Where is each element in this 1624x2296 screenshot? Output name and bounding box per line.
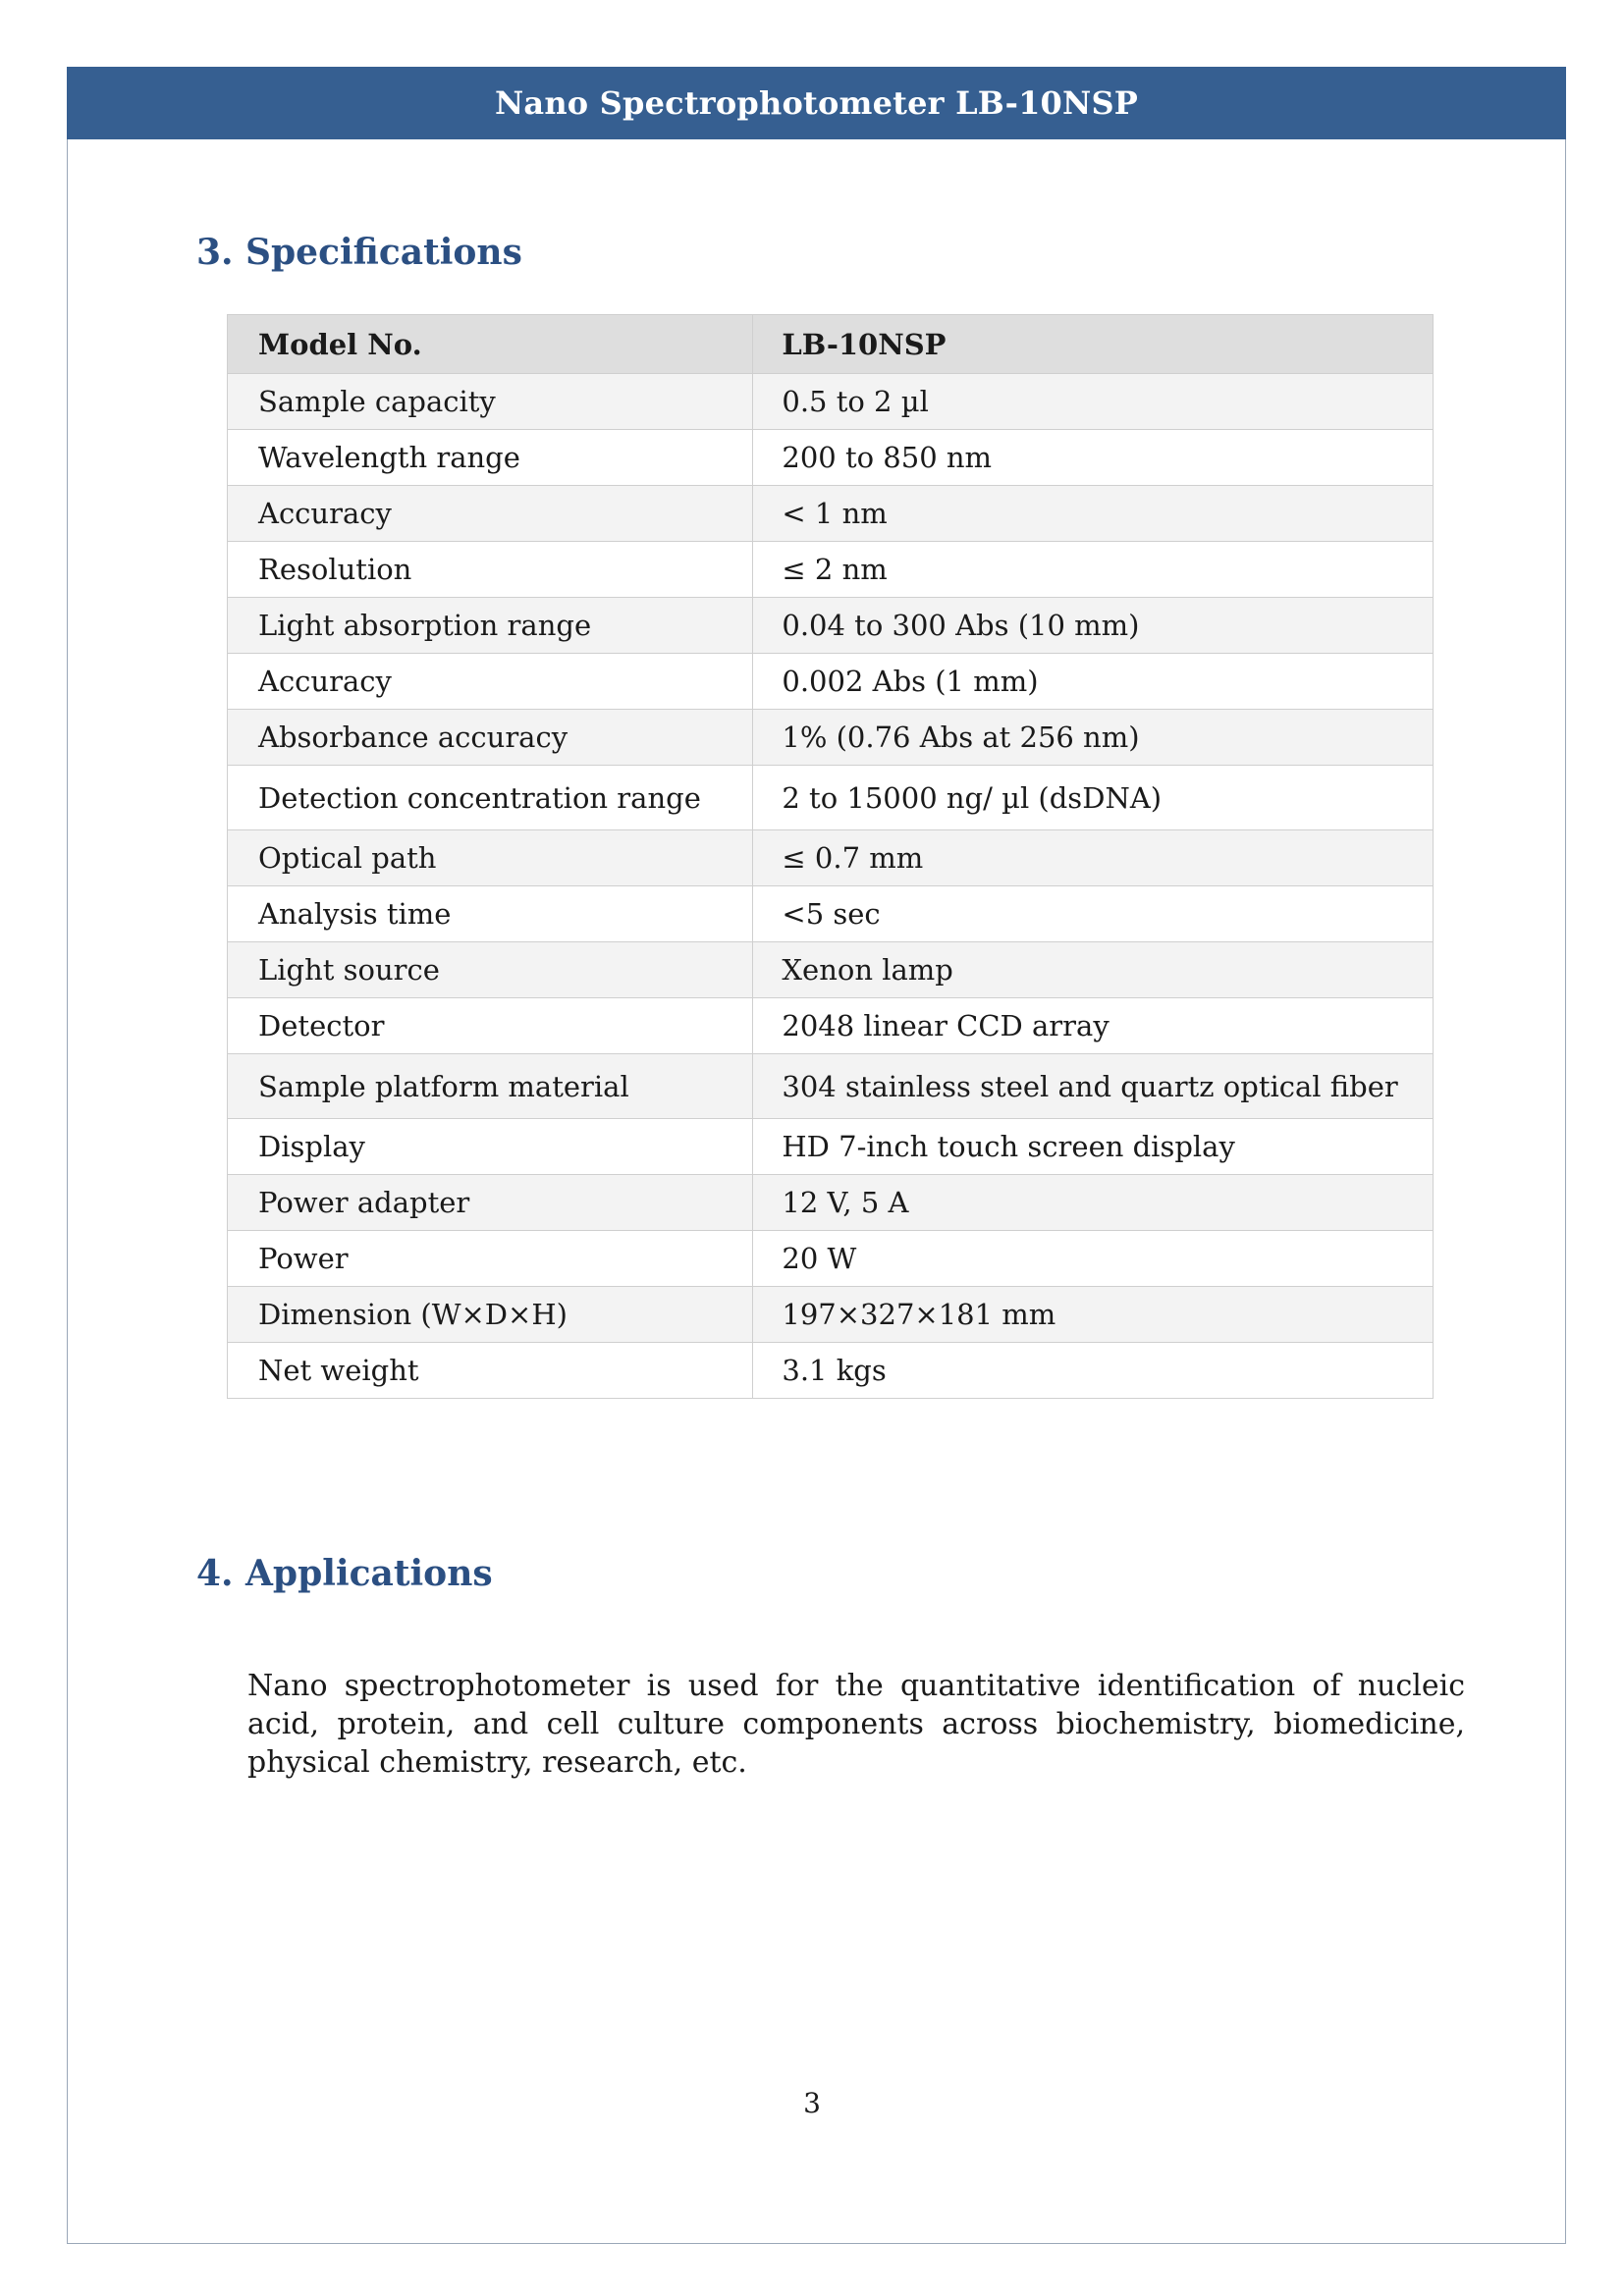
table-row (228, 1054, 1434, 1119)
table-row (228, 1343, 1434, 1399)
spec-value: HD 7-inch touch screen display (753, 1119, 1434, 1175)
spec-param: Dimension (W×D×H) (228, 1287, 753, 1343)
applications-title: Applications (245, 1553, 493, 1594)
spec-param: Light absorption range (228, 598, 753, 654)
table-row (228, 998, 1434, 1054)
table-header-row (228, 315, 1434, 374)
spec-param: Sample capacity (228, 374, 753, 430)
spec-param: Display (228, 1119, 753, 1175)
spec-param: Analysis time (228, 886, 753, 942)
spec-value: 197×327×181 mm (753, 1287, 1434, 1343)
spec-param: Optical path (228, 830, 753, 886)
table-row (228, 710, 1434, 766)
spec-value: 0.04 to 300 Abs (10 mm) (753, 598, 1434, 654)
table-row (228, 430, 1434, 486)
table-row (228, 654, 1434, 710)
spec-value: 304 stainless steel and quartz optical fiber (753, 1054, 1434, 1119)
table-row (228, 1231, 1434, 1287)
specifications-title: Specifications (245, 232, 522, 273)
document-title: Nano Spectrophotometer LB-10NSP (494, 84, 1139, 122)
table-row (228, 830, 1434, 886)
table-row (228, 1287, 1434, 1343)
table-header-cell: Model No. (228, 315, 753, 374)
spec-param: Light source (228, 942, 753, 998)
spec-param: Power (228, 1231, 753, 1287)
applications-heading (196, 1553, 493, 1594)
spec-param: Net weight (228, 1343, 753, 1399)
spec-param: Wavelength range (228, 430, 753, 486)
document-header-bar (67, 67, 1566, 139)
spec-param: Detection concentration range (228, 766, 753, 830)
applications-number: 4. (196, 1553, 234, 1594)
spec-param: Detector (228, 998, 753, 1054)
specifications-table (227, 314, 1434, 1399)
specifications-number: 3. (196, 232, 234, 273)
table-row (228, 486, 1434, 542)
table-row (228, 766, 1434, 830)
table-header-cell: LB-10NSP (753, 315, 1434, 374)
spec-param: Accuracy (228, 654, 753, 710)
spec-value: 2048 linear CCD array (753, 998, 1434, 1054)
spec-value: ≤ 2 nm (753, 542, 1434, 598)
page-number: 3 (803, 2087, 821, 2119)
spec-value: 0.5 to 2 µl (753, 374, 1434, 430)
spec-value: < 1 nm (753, 486, 1434, 542)
spec-value: 3.1 kgs (753, 1343, 1434, 1399)
spec-value: Xenon lamp (753, 942, 1434, 998)
spec-value: 2 to 15000 ng/ µl (dsDNA) (753, 766, 1434, 830)
table-row (228, 1175, 1434, 1231)
spec-param: Sample platform material (228, 1054, 753, 1119)
table-row (228, 374, 1434, 430)
spec-param: Power adapter (228, 1175, 753, 1231)
table-row (228, 1119, 1434, 1175)
spec-param: Resolution (228, 542, 753, 598)
spec-value: 1% (0.76 Abs at 256 nm) (753, 710, 1434, 766)
spec-value: 20 W (753, 1231, 1434, 1287)
table-row (228, 542, 1434, 598)
spec-value: 200 to 850 nm (753, 430, 1434, 486)
spec-param: Accuracy (228, 486, 753, 542)
spec-param: Absorbance accuracy (228, 710, 753, 766)
spec-value: 0.002 Abs (1 mm) (753, 654, 1434, 710)
specifications-heading (196, 232, 522, 273)
spec-value: 12 V, 5 A (753, 1175, 1434, 1231)
table-row (228, 886, 1434, 942)
spec-value: ≤ 0.7 mm (753, 830, 1434, 886)
applications-paragraph: Nano spectrophotometer is used for the quantitative identification of nucleic acid, protein, and cell culture components across biochemistry, biomedicine, physical chemistry, research, etc. (247, 1669, 1465, 1780)
table-row (228, 942, 1434, 998)
spec-value: <5 sec (753, 886, 1434, 942)
table-row (228, 598, 1434, 654)
